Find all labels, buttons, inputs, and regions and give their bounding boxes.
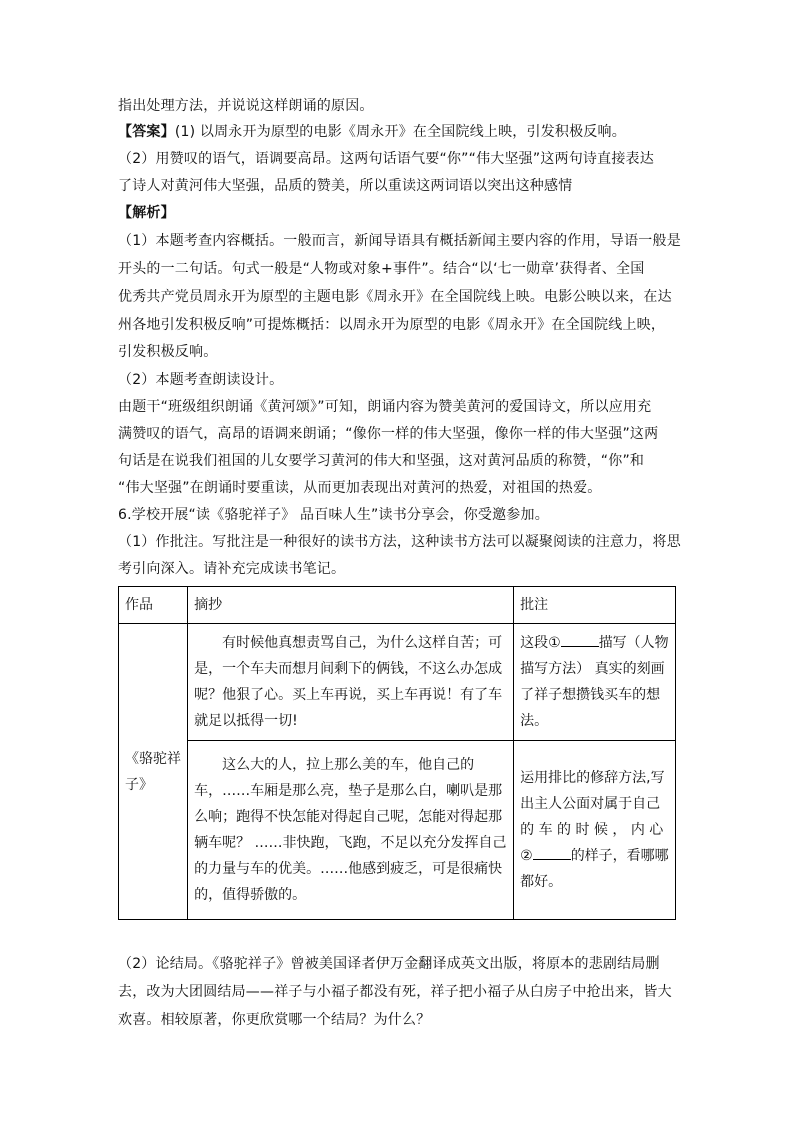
analysis-line: 州各地引发积极反响”可提炼概括：以周永开为原型的电影《周永开》在全国院线上映， xyxy=(118,317,666,333)
excerpt-line: 这么大的人，拉上那么美的车，他自己的 xyxy=(222,757,475,773)
answer-blank-1[interactable] xyxy=(561,630,599,647)
excerpt-line: 的，值得骄傲的。 xyxy=(194,887,307,903)
excerpt-line: 就足以抵得一切! xyxy=(194,713,298,729)
analysis-line: “伟大坚强”在朗诵时要重读，从而更加表现出对黄河的热爱，对祖国的热爱。 xyxy=(118,480,602,496)
question-6-part1-line-2: 考引向深入。请补充完成读书笔记。 xyxy=(118,561,346,577)
answer-line-3: 了诗人对黄河伟大坚强，品质的赞美，所以重读这两词语以突出这种感情 xyxy=(118,178,573,194)
header-excerpt: 摘抄 xyxy=(188,587,514,624)
note-line xyxy=(520,843,669,869)
question-6-title: 6.学校开展“读《骆驼祥子》 品百味人生”读书分享会，你受邀参加。 xyxy=(118,507,549,523)
question-6-part2-line: 欢喜。相较原著，你更欣赏哪一个结局？为什么？ xyxy=(118,1012,431,1028)
excerpt-line: 的力量与车的优美。……他感到疲乏，可是很痛快 xyxy=(194,861,503,877)
header-work: 作品 xyxy=(119,587,188,624)
analysis-line: 句话是在说我们祖国的儿女要学习黄河的伟大和坚强，这对黄河品质的称赞，“你”和 xyxy=(118,453,645,469)
note-line: 运用排比的修辞方法,写 xyxy=(520,770,665,786)
note-line: 的 车 的 时 候 ， 内 心 xyxy=(520,822,664,838)
analysis-line: （1）本题考查内容概括。一般而言，新闻导语具有概括新闻主要内容的作用，导语一般是 xyxy=(118,233,681,249)
excerpt-line: 车，……车厢是那么亮，垫子是那么白，喇叭是那 xyxy=(194,783,503,799)
analysis-line: 开头的一二句话。句式一般是“人物或对象+事件”。结合“以‘七一勋章’获得者、全国 xyxy=(118,261,645,277)
intro-line: 指出处理方法，并说说这样朗诵的原因。 xyxy=(118,98,374,114)
header-note: 批注 xyxy=(514,587,676,624)
note-line: 了祥子想攒钱买车的想 xyxy=(520,687,661,703)
answer-label: 【答案】 xyxy=(118,124,175,140)
note-text: ② xyxy=(520,848,533,864)
analysis-line: （2）本题考查朗读设计。 xyxy=(118,372,284,388)
note-text: 描写（人物 xyxy=(598,635,669,651)
table-row xyxy=(119,624,676,741)
answer-text-1: (1) 以周永开为原型的电影《周永开》在全国院线上映，引发积极反响。 xyxy=(174,124,626,140)
note-line: 出主人公面对属于自己 xyxy=(520,796,661,812)
note-line xyxy=(520,630,669,656)
table-row xyxy=(119,741,676,920)
analysis-line: 满赞叹的语气，高昂的语调来朗诵；“像你一样的伟大坚强，像你一样的伟大坚强”这两 xyxy=(118,426,659,442)
excerpt-line: 么响；跑得不快怎能对得起自己呢，怎能对得起那 xyxy=(194,809,503,825)
note-line: 法。 xyxy=(520,713,549,729)
table-header-row xyxy=(119,587,676,624)
answer-line-2: （2）用赞叹的语气，语调要高昂。这两句话语气要“你”“伟大坚强”这两句诗直接表达 xyxy=(118,151,654,167)
excerpt-line: 呢？他狠了心。买上车再说，买上车再说！有了车 xyxy=(194,687,503,703)
excerpt-line: 辆车呢？ ……非快跑，飞跑，不足以充分发挥自己 xyxy=(194,835,507,851)
excerpt-line: 有时候他真想责骂自己，为什么这样自苦；可 xyxy=(222,635,503,651)
note-text: 的样子，看哪哪 xyxy=(570,848,669,864)
work-cell xyxy=(119,624,188,920)
answer-line-1 xyxy=(118,123,688,141)
note-cell xyxy=(514,741,676,920)
analysis-label: 【解析】 xyxy=(118,205,175,221)
excerpt-cell xyxy=(188,741,514,920)
note-cell xyxy=(514,624,676,741)
question-6-part2-line: 去，改为大团圆结局——祥子与小福子都没有死，祥子把小福子从白房子中抢出来，皆大 xyxy=(118,984,672,1000)
question-6-part2-line: （2）论结局。《骆驼祥子》曾被美国译者伊万金翻译成英文出版，将原本的悲剧结局删 xyxy=(118,956,660,972)
excerpt-line: 是，一个车夫而想月间剩下的俩钱，不这么办怎成 xyxy=(194,661,503,677)
analysis-line: 优秀共产党员周永开为原型的主题电影《周永开》在全国院线上映。电影公映以来，在达 xyxy=(118,289,672,305)
note-line: 都好。 xyxy=(520,874,563,890)
reading-notes-table xyxy=(118,586,676,920)
note-line: 描写方法） 真实的刻画 xyxy=(520,661,665,677)
excerpt-cell xyxy=(188,624,514,741)
work-title: 《骆驼祥子》 xyxy=(125,750,181,793)
analysis-line: 由题干“班级组织朗诵《黄河颂》”可知，朗诵内容为赞美黄河的爱国诗文，所以应用充 xyxy=(118,399,652,415)
analysis-line: 引发积极反响。 xyxy=(118,344,218,360)
note-text: 这段① xyxy=(520,635,561,651)
question-6-part1-line-1: （1）作批注。写批注是一种很好的读书方法，这种读书方法可以凝聚阅读的注意力，将思 xyxy=(118,534,681,550)
answer-blank-2[interactable] xyxy=(533,843,571,860)
